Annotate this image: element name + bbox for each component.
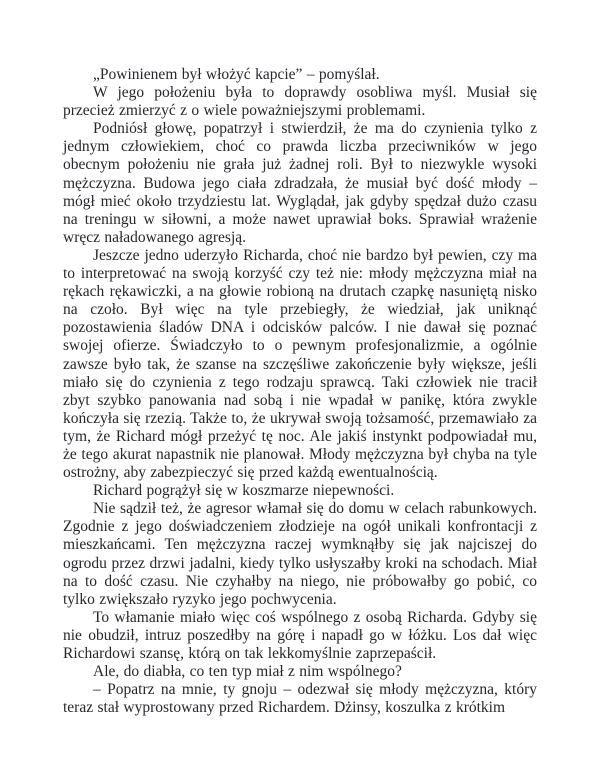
paragraph: W jego położeniu była to doprawdy osobliwa myśl. Musiał się przecież zmierzyć z o wiele poważniejszymi problemami. [63, 84, 537, 120]
paragraph: To włamanie miało więc coś wspólnego z osobą Richarda. Gdyby się nie obudził, intruz poszedłby na górę i napadł go w łóżku. Los dał więc Richardowi szansę, którą on tak lekkomyślnie zaprzepaścił. [63, 608, 537, 662]
paragraph: Nie sądził też, że agresor włamał się do domu w celach rabunkowych. Zgodnie z jego doświadczeniem złodzieje na ogół unikali konfrontacji z mieszkańcami. Ten mężczyzna raczej wymknąłby się jak najciszej do ogrodu przez drzwi jadalni, kiedy tylko usłyszałby kroki na schodach. Miał na to dość czasu. Nie czyhałby na niego, nie próbowałby go pobić, co tylko zwiększało ryzyko jego pochwycenia. [63, 500, 537, 608]
paragraph: – Popatrz na mnie, ty gnoju – odezwał się młody mężczyzna, który teraz stał wyprostowany przed Richardem. Dżinsy, koszulka z krótkim [63, 681, 537, 717]
paragraph: Podniósł głowę, popatrzył i stwierdził, że ma do czynienia tylko z jednym człowiekiem, choć co prawda liczba przeciwników w jego obecnym położeniu nie grała już żadnej roli. Był to niezwykle wysoki mężczyzna. Budowa jego ciała zdradzała, że musiał być dość młody – mógł mieć około trzydziestu lat. Wyglądał, jak gdyby spędzał dużo czasu na treningu w siłowni, a może nawet uprawiał boks. Sprawiał wrażenie wręcz naładowanego agresją. [63, 120, 537, 246]
paragraph: Ale, do diabła, co ten typ miał z nim wspólnego? [93, 663, 402, 681]
paragraph: „Powinienem był włożyć kapcie” – pomyślał. [93, 66, 380, 83]
paragraph: Richard pogrążył się w koszmarze niepewności. [93, 482, 395, 500]
paragraph: Jeszcze jedno uderzyło Richarda, choć nie bardzo był pewien, czy ma to interpretować na swoją korzyść czy też nie: młody mężczyzna miał na rękach rękawiczki, a na głowie robioną na drutach czapkę nasuniętą nisko na czoło. Był więc na tyle przebiegły, że wiedział, jak uniknąć pozostawienia śladów DNA i odcisków palców. I nie dawał się poznać swojej ofierze. Świadczyło to o pewnym profesjonalizmie, a ogólnie zawsze było tak, że szanse na szczęśliwe zakończenie były większe, jeśli miało się do czynienia z tego rodzaju sprawcą. Taki człowiek nie tracił zbyt szybko panowania nad sobą i nie wpadał w panikę, która zwykle kończyła się rzezią. Także to, że ukrywał swoją tożsamość, przemawiało za tym, że Richard mógł przeżyć tę noc. Ale jakiś instynkt podpowiadał mu, że tego akurat napastnik nie planował. Młody mężczyzna był chyba na tyle ostrożny, aby zabezpieczyć się przed każdą ewentualnością. [63, 246, 537, 482]
